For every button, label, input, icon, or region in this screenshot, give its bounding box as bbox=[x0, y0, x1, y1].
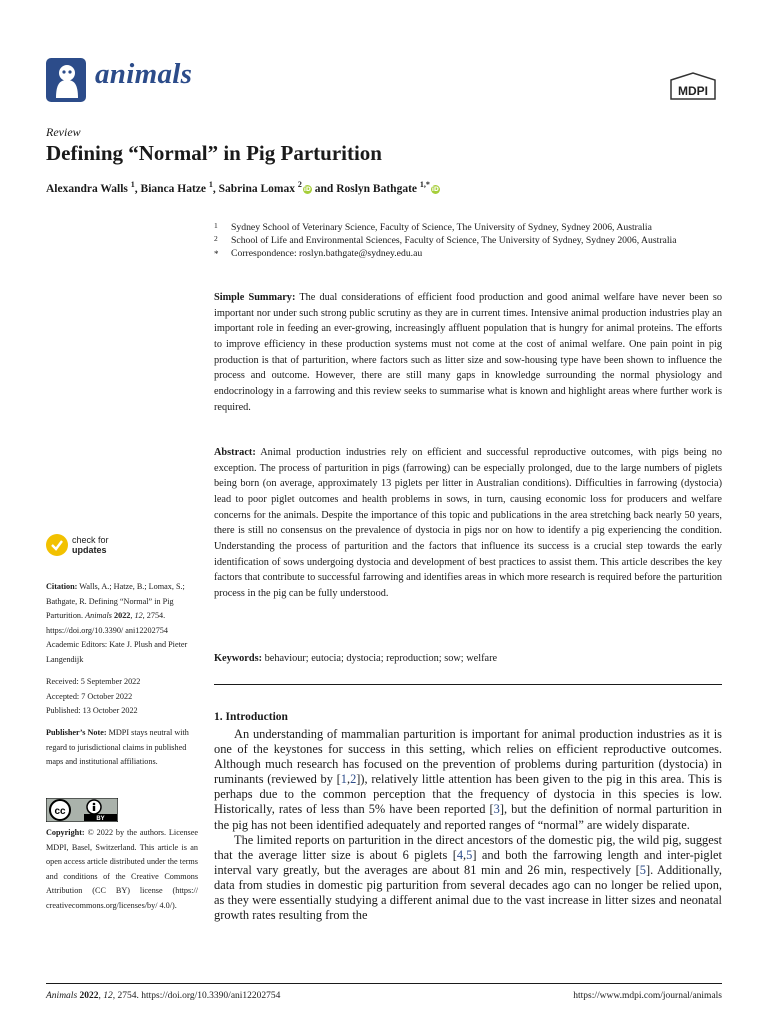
date-received: Received: 5 September 2022 bbox=[46, 677, 141, 686]
reference-link[interactable]: 5 bbox=[639, 862, 646, 877]
reference-link[interactable]: 2 bbox=[350, 772, 357, 787]
check-for-updates-button[interactable] bbox=[46, 534, 126, 558]
cc-by-text: BY bbox=[96, 816, 105, 822]
editors-label: Academic Editors: bbox=[46, 640, 108, 649]
affiliation-mark: 1 bbox=[214, 221, 218, 230]
intro-text: The limited reports on parturition in the direct ancestors of the domestic pig, the wild pig, suggest that the average litter size is about 6 piglets [ bbox=[214, 832, 722, 862]
footer-year: 2022 bbox=[79, 991, 99, 1001]
check-updates-line2: updates bbox=[72, 545, 107, 555]
intro-text: ] and both the farrowing length and inter-piglet interval vary greatly, but the averages are about 81 min and 26 min, respectively [ bbox=[214, 847, 722, 877]
correspondence-text[interactable]: Correspondence: roslyn.bathgate@sydney.edu.au bbox=[231, 248, 423, 259]
affiliation-item bbox=[214, 247, 724, 260]
footer-journal: Animals bbox=[46, 991, 78, 1001]
section-divider bbox=[214, 684, 722, 685]
intro-paragraph bbox=[214, 727, 722, 833]
editors-names: Kate J. Plush and Pieter Langendijk bbox=[46, 640, 188, 664]
affiliation-item bbox=[214, 234, 724, 247]
citation-doi[interactable]: , 2754. https://doi.org/10.3390/ ani12202754 bbox=[46, 611, 168, 635]
reference-link[interactable]: 5 bbox=[466, 847, 473, 862]
author-name[interactable]: Roslyn Bathgate bbox=[336, 182, 418, 195]
author-affil-mark: 1,* bbox=[419, 180, 430, 189]
author-separator: and bbox=[311, 182, 337, 195]
abstract-text: Animal production industries rely on efficient and successful reproductive outcomes, with pigs being no exception. The process of parturition in pigs (farrowing) can be especially prolonged, due to the large numbers of piglets being born (on average, approximately 13 piglets per litter in Australian conditions). Difficulties in farrowing (dystocia) lead to poor piglet outcomes and health problems in sows, in turn, causing economic loss for producers and welfare concerns for the animals. Despite the importance of this topic and publications in the area stretching back nearly 50 years, there is still no consensus on the prevalence of dystocia in pigs nor on how to identify a pig experiencing the condition. Understanding the process of parturition and the factors that influence its success is a crucial step towards the early identification of sows undergoing dystocia and development of best practices to assist them. This article describes the key factors that contribute to successful farrowing and identifies areas in which more research is required before the parturition process in the pig can be fully understood. bbox=[214, 447, 722, 599]
footer-journal-url[interactable]: https://www.mdpi.com/journal/animals bbox=[573, 991, 722, 1001]
reference-link[interactable]: 3 bbox=[493, 802, 500, 817]
citation-text: Walls, A.; Hatze, B.; Lomax, S.; Bathgate, R. Defining “Normal” in Pig Parturition. bbox=[46, 582, 185, 620]
journal-logo-icon bbox=[46, 58, 86, 102]
mdpi-logo-text: MDPI bbox=[678, 84, 708, 98]
copyright-label: Copyright: bbox=[46, 828, 85, 837]
reference-link[interactable]: 4 bbox=[456, 847, 464, 862]
intro-text: ]. Additionally, data from studies in domestic pig parturition from several decades ago can no longer be relied upon, as they were essentially studying a different animal due to the vast increase in litter sizes and neonatal growth rates resulting from the bbox=[214, 862, 722, 923]
check-updates-label bbox=[72, 535, 109, 555]
author-affil-mark: 2 bbox=[297, 180, 302, 189]
journal-name[interactable]: animals bbox=[95, 58, 193, 90]
author-separator: , bbox=[134, 182, 141, 195]
author-affil-mark: 1 bbox=[208, 180, 213, 189]
date-accepted: Accepted: 7 October 2022 bbox=[46, 691, 133, 701]
intro-text: , bbox=[346, 772, 351, 787]
summary-text: The dual considerations of efficient food production and good animal welfare have never been so important nor under such strong public scrutiny as they are in current times. Intensive animal production industries play an important role in feeding an ever-growing, increasingly affluent population that is hungry for animal proteins. The efforts to improve efficiency in these production systems must not come at the cost of animal welfare. One pain point in pig production is that of parturition, where factors such as litter size and sow-housing type have been shown to influence the process and outcome. However, there are still many gaps in knowledge surrounding the normal physiology and endocrinology in a farrowing and this review seeks to summarise what is known and highlight areas where further work is required. bbox=[214, 292, 722, 413]
intro-text: ], but the definition of normal parturition in the pig has not been identified adequately and reported ranges of “normal” are widely disparate. bbox=[214, 802, 722, 832]
academic-editors bbox=[46, 638, 198, 667]
mdpi-logo[interactable] bbox=[667, 72, 719, 102]
summary-label: Simple Summary: bbox=[214, 292, 296, 303]
keywords-text: behaviour; eutocia; dystocia; reproduction; sow; welfare bbox=[264, 653, 498, 664]
check-updates-icon bbox=[46, 534, 68, 556]
footer-citation: Animals 2022, 12, 2754. https://doi.org/10.3390/ani12202754 bbox=[46, 991, 281, 1001]
citation-block: Citation: Walls, A.; Hatze, B.; Lomax, S.; Bathgate, R. Defining “Normal” in Pig Parturition. Animals 2022, 12, 2754. https://doi.org/10.3390/ ani12202754 bbox=[46, 582, 185, 635]
footer-divider bbox=[46, 983, 722, 984]
publishers-note bbox=[46, 726, 198, 770]
orcid-icon[interactable]: iD bbox=[303, 185, 311, 193]
keywords bbox=[214, 651, 722, 667]
footer-doi[interactable]: , 2754. https://doi.org/10.3390/ani12202754 bbox=[112, 991, 281, 1001]
author-name[interactable]: Alexandra Walls bbox=[46, 182, 128, 195]
intro-text: An understanding of mammalian parturition is important for animal production industries as it is one of the keystones for success in this setting, which relies on efficient reproductive outcomes. Although much research has focused on the prevention of problems during parturition (dystocia) in ruminants (reviewed by [ bbox=[214, 727, 722, 787]
citation-journal: Animals bbox=[85, 611, 112, 620]
affiliation-mark: * bbox=[214, 249, 219, 259]
intro-paragraph bbox=[214, 833, 722, 924]
affiliation-mark: 2 bbox=[214, 234, 218, 243]
intro-text: , bbox=[463, 847, 467, 862]
citation-label: Citation: bbox=[46, 582, 78, 591]
affiliations bbox=[214, 221, 724, 260]
abstract-label: Abstract: bbox=[214, 447, 256, 458]
copyright-block bbox=[46, 826, 198, 913]
author-name[interactable]: Sabrina Lomax bbox=[218, 182, 296, 195]
introduction-body bbox=[214, 727, 722, 923]
citation-year: 2022 bbox=[114, 611, 131, 620]
note-text: MDPI stays neutral with regard to jurisdictional claims in published maps and institutional affiliations. bbox=[46, 728, 189, 766]
author-affil-mark: 1 bbox=[130, 180, 135, 189]
citation-volume: 12 bbox=[134, 611, 143, 620]
author-separator: , bbox=[212, 182, 219, 195]
simple-summary bbox=[214, 290, 722, 415]
svg-text:cc: cc bbox=[54, 806, 66, 817]
history-dates bbox=[46, 675, 198, 719]
author-name[interactable]: Bianca Hatze bbox=[140, 182, 207, 195]
article-title: Defining “Normal” in Pig Parturition bbox=[46, 141, 382, 165]
date-published: Published: 13 October 2022 bbox=[46, 706, 138, 715]
copyright-text: © 2022 by the authors. Licensee MDPI, Basel, Switzerland. This article is an open access article distributed under the terms and conditions of the Creative Commons Attribution (CC BY) license (https:// creativecommons.org/licenses/by/ 4.0/). bbox=[46, 828, 199, 910]
affiliation-item bbox=[214, 221, 724, 234]
orcid-icon[interactable]: iD bbox=[431, 185, 439, 193]
cc-by-license-badge[interactable] bbox=[46, 798, 118, 822]
affiliation-text: School of Life and Environmental Sciences, Faculty of Science, The University of Sydney, Sydney 2006, Australia bbox=[231, 235, 677, 246]
section-heading: 1. Introduction bbox=[214, 711, 288, 723]
check-updates-line1: check for bbox=[72, 535, 109, 545]
intro-text: ]), relatively little attention has been given to the pig in this area. This is perhaps due to the common perception that the frequency of dystocia in this species is low. Historically, rates of less than 5% have been reported [ bbox=[214, 772, 722, 817]
note-label: Publisher’s Note: bbox=[46, 728, 107, 737]
reference-link[interactable]: 1 bbox=[340, 772, 347, 787]
affiliation-text: Sydney School of Veterinary Science, Faculty of Science, The University of Sydney, Sydney 2006, Australia bbox=[231, 222, 652, 233]
keywords-label: Keywords: bbox=[214, 653, 263, 664]
abstract bbox=[214, 445, 722, 602]
author-list bbox=[46, 180, 440, 195]
footer-volume: 12 bbox=[103, 991, 113, 1001]
article-type: Review bbox=[46, 125, 81, 139]
